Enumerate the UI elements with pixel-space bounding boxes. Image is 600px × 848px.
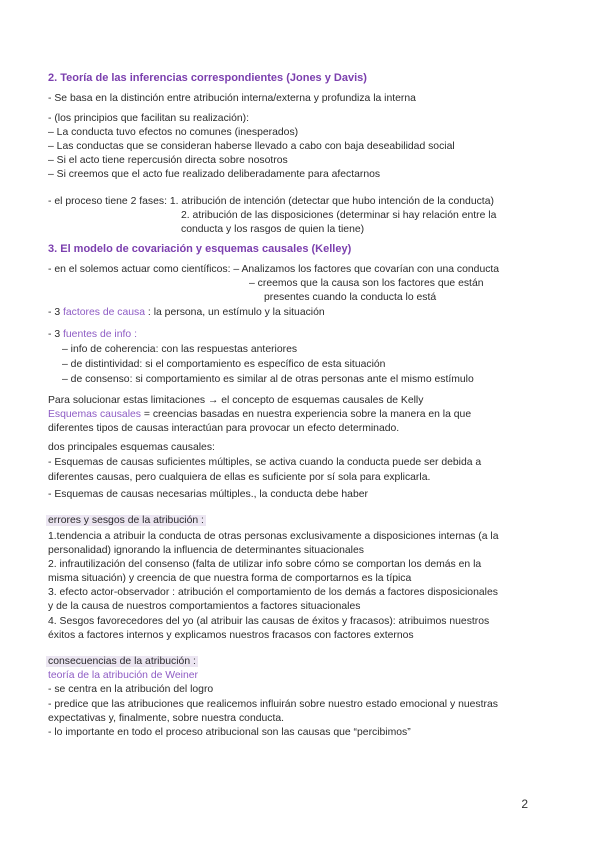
schema1-line: diferentes causas, pero cualquiera de ellas es suficiente por sí sola para explicarla. xyxy=(48,472,431,483)
error-line: 3. efecto actor-observador : atribución el comportamiento de los demás a factores disposicionales xyxy=(48,587,498,598)
principle-item: – Las conductas que se consideran haberse llevado a cabo con baja deseabilidad social xyxy=(48,141,455,152)
error-line: misma situación) y creencia de que nuestra forma de comportarnos es la típica xyxy=(48,573,412,584)
source-item: – de distintividad: si el comportamiento es específico de esta situación xyxy=(62,359,386,370)
source-item: – info de coherencia: con las respuestas anteriores xyxy=(62,344,298,355)
sources-prefix: - 3 xyxy=(48,329,64,340)
principle-item: – Si creemos que el acto fue realizado deliberadamente para afectarnos xyxy=(48,169,381,180)
error-line: personalidad) ignorando la influencia de determinantes situacionales xyxy=(48,545,364,556)
errors-heading-row xyxy=(48,514,206,527)
weiner-subheading: teoría de la atribución de Weiner xyxy=(48,670,198,681)
section2-heading: 2. Teoría de las inferencias correspondientes (Jones y Davis) xyxy=(48,72,367,84)
error-line: y de la causa de nuestros comportamientos a factores situacionales xyxy=(48,601,361,612)
factors-rest: : la persona, un estímulo y la situación xyxy=(145,307,325,318)
schemas-line: diferentes tipos de causas interactúan para provocar un efecto determinado. xyxy=(48,423,400,434)
factors-term: factores de causa xyxy=(63,307,146,318)
phase2-line: 2. atribución de las disposiciones (determinar si hay relación entre la xyxy=(181,210,497,221)
schema1-line: - Esquemas de causas suficientes múltiples, se activa cuando la conducta puede ser debida a xyxy=(48,457,482,468)
factors-line xyxy=(48,306,325,319)
principle-item: – Si el acto tiene repercusión directa sobre nosotros xyxy=(48,155,288,166)
schemas-rest: = creencias basadas en nuestra experiencia sobre la manera en la que xyxy=(141,409,472,420)
consequence-line: - predice que las atribuciones que realicemos influirán sobre nuestro estado emocional y nuestras xyxy=(48,699,498,710)
scientists-line: presentes cuando la conducta lo está xyxy=(264,292,437,303)
principles-label: - (los principios que facilitan su realización): xyxy=(48,113,249,124)
error-line: 2. infrautilización del consenso (falta de utilizar info sobre cómo se comportan los demás en la xyxy=(48,559,482,570)
consequence-line: - se centra en la atribución del logro xyxy=(48,684,214,695)
factors-prefix: - 3 xyxy=(48,307,64,318)
consequences-heading-row xyxy=(48,655,198,668)
principle-item: – La conducta tuvo efectos no comunes (inesperados) xyxy=(48,127,299,138)
scientists-line: - en el solemos actuar como científicos: – Analizamos los factores que covarían con una conducta xyxy=(48,264,500,275)
consequences-heading: consecuencias de la atribución : xyxy=(48,656,196,667)
consequence-line: - lo importante en todo el proceso atribucional son las causas que “percibimos” xyxy=(48,727,411,738)
schema2-line: - Esquemas de causas necesarias múltiples., la conducta debe haber xyxy=(48,489,368,500)
solve-line: Para solucionar estas limitaciones → el concepto de esquemas causales de Kelly xyxy=(48,395,424,406)
schemas-line xyxy=(48,408,471,421)
two-schemas-line: dos principales esquemas causales: xyxy=(48,442,215,453)
section3-heading: 3. El modelo de covariación y esquemas causales (Kelley) xyxy=(48,243,352,255)
error-line: éxitos a factores internos y explicamos nuestros fracasos con factores externos xyxy=(48,630,414,641)
source-item: – de consenso: si comportamiento es similar al de otras personas ante el mismo estímulo xyxy=(62,374,474,385)
errors-heading: errores y sesgos de la atribución : xyxy=(48,515,204,526)
phases-line: - el proceso tiene 2 fases: 1. atribución de intención (detectar que hubo intención de la conducta) xyxy=(48,196,494,207)
error-line: 4. Sesgos favorecedores del yo (al atribuir las causas de éxitos y fracasos): atribuimos nuestros xyxy=(48,616,490,627)
page-number: 2 xyxy=(521,797,528,811)
sources-line xyxy=(48,328,137,341)
sources-term: fuentes de info : xyxy=(63,329,137,340)
phase2-line: conducta y los rasgos de quien la tiene) xyxy=(181,224,365,235)
section2-intro: - Se basa en la distinción entre atribución interna/externa y profundiza la interna xyxy=(48,93,416,104)
consequence-line: expectativas y, finalmente, sobre nuestra conducta. xyxy=(48,713,285,724)
scientists-line: – creemos que la causa son los factores que están xyxy=(249,278,484,289)
schemas-term: Esquemas causales xyxy=(48,409,141,420)
error-line: 1.tendencia a atribuir la conducta de otras personas exclusivamente a disposiciones internas (a la xyxy=(48,531,499,542)
